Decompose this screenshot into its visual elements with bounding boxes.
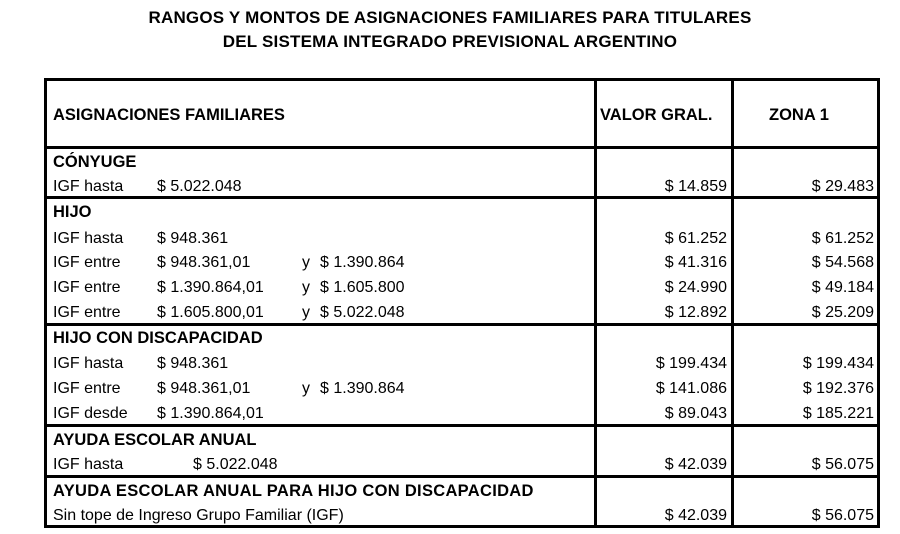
row-label: IGF hasta bbox=[53, 456, 124, 473]
zona-1-value: $ 61.252 bbox=[811, 230, 874, 247]
row-range-from: $ 5.022.048 bbox=[157, 178, 242, 195]
row-divider bbox=[47, 323, 877, 326]
row-label: IGF hasta bbox=[53, 230, 124, 247]
row-range-from: $ 1.605.800,01 bbox=[157, 304, 264, 321]
valor-gral-value: $ 199.434 bbox=[655, 355, 727, 372]
row-divider bbox=[47, 146, 877, 149]
row-label: IGF hasta bbox=[53, 355, 124, 372]
row-label: Sin tope de Ingreso Grupo Familiar (IGF) bbox=[53, 507, 344, 524]
row-range-from: $ 5.022.048 bbox=[193, 456, 278, 473]
row-range-from: $ 948.361 bbox=[157, 230, 229, 247]
zona-1-value: $ 185.221 bbox=[802, 405, 874, 422]
header-zona-1: ZONA 1 bbox=[769, 106, 829, 124]
zona-1-value: $ 49.184 bbox=[811, 279, 874, 296]
row-range-from: $ 948.361,01 bbox=[157, 254, 251, 271]
row-range-from: $ 1.390.864,01 bbox=[157, 279, 264, 296]
zona-1-value: $ 25.209 bbox=[811, 304, 874, 321]
row-label: IGF entre bbox=[53, 279, 121, 296]
row-range-from: $ 1.390.864,01 bbox=[157, 405, 264, 422]
row-range-separator: y bbox=[302, 304, 310, 321]
row-range-to: $ 1.605.800 bbox=[320, 279, 405, 296]
row-divider bbox=[47, 475, 877, 478]
zona-1-value: $ 54.568 bbox=[811, 254, 874, 271]
valor-gral-value: $ 12.892 bbox=[664, 304, 727, 321]
row-label: IGF entre bbox=[53, 380, 121, 397]
row-label: IGF entre bbox=[53, 254, 121, 271]
allowances-table bbox=[44, 78, 880, 528]
section-title: AYUDA ESCOLAR ANUAL bbox=[53, 431, 257, 449]
row-range-to: $ 1.390.864 bbox=[320, 380, 405, 397]
row-divider bbox=[47, 424, 877, 427]
row-range-from: $ 948.361,01 bbox=[157, 380, 251, 397]
zona-1-value: $ 56.075 bbox=[811, 456, 874, 473]
valor-gral-value: $ 42.039 bbox=[664, 456, 727, 473]
row-label: IGF hasta bbox=[53, 178, 124, 195]
valor-gral-value: $ 89.043 bbox=[664, 405, 727, 422]
valor-gral-value: $ 42.039 bbox=[664, 507, 727, 524]
row-label: IGF desde bbox=[53, 405, 128, 422]
valor-gral-value: $ 24.990 bbox=[664, 279, 727, 296]
document-title-line-1: RANGOS Y MONTOS DE ASIGNACIONES FAMILIARES PARA TITULARES bbox=[148, 8, 752, 27]
zona-1-value: $ 29.483 bbox=[811, 178, 874, 195]
zona-1-value: $ 56.075 bbox=[811, 507, 874, 524]
row-range-to: $ 1.390.864 bbox=[320, 254, 405, 271]
row-range-to: $ 5.022.048 bbox=[320, 304, 405, 321]
valor-gral-value: $ 14.859 bbox=[664, 178, 727, 195]
zona-1-value: $ 192.376 bbox=[802, 380, 874, 397]
section-title: HIJO bbox=[53, 203, 92, 221]
valor-gral-value: $ 61.252 bbox=[664, 230, 727, 247]
header-asignaciones: ASIGNACIONES FAMILIARES bbox=[53, 106, 285, 124]
section-title: AYUDA ESCOLAR ANUAL PARA HIJO CON DISCAPACIDAD bbox=[53, 482, 534, 500]
valor-gral-value: $ 141.086 bbox=[655, 380, 727, 397]
row-range-separator: y bbox=[302, 254, 310, 271]
section-title: CÓNYUGE bbox=[53, 153, 137, 171]
header-valor-gral: VALOR GRAL. bbox=[600, 106, 713, 124]
section-title: HIJO CON DISCAPACIDAD bbox=[53, 329, 263, 347]
zona-1-value: $ 199.434 bbox=[802, 355, 874, 372]
valor-gral-value: $ 41.316 bbox=[664, 254, 727, 271]
row-range-from: $ 948.361 bbox=[157, 355, 229, 372]
row-range-separator: y bbox=[302, 279, 310, 296]
row-label: IGF entre bbox=[53, 304, 121, 321]
row-range-separator: y bbox=[302, 380, 310, 397]
document-title-line-2: DEL SISTEMA INTEGRADO PREVISIONAL ARGENTINO bbox=[222, 32, 678, 51]
